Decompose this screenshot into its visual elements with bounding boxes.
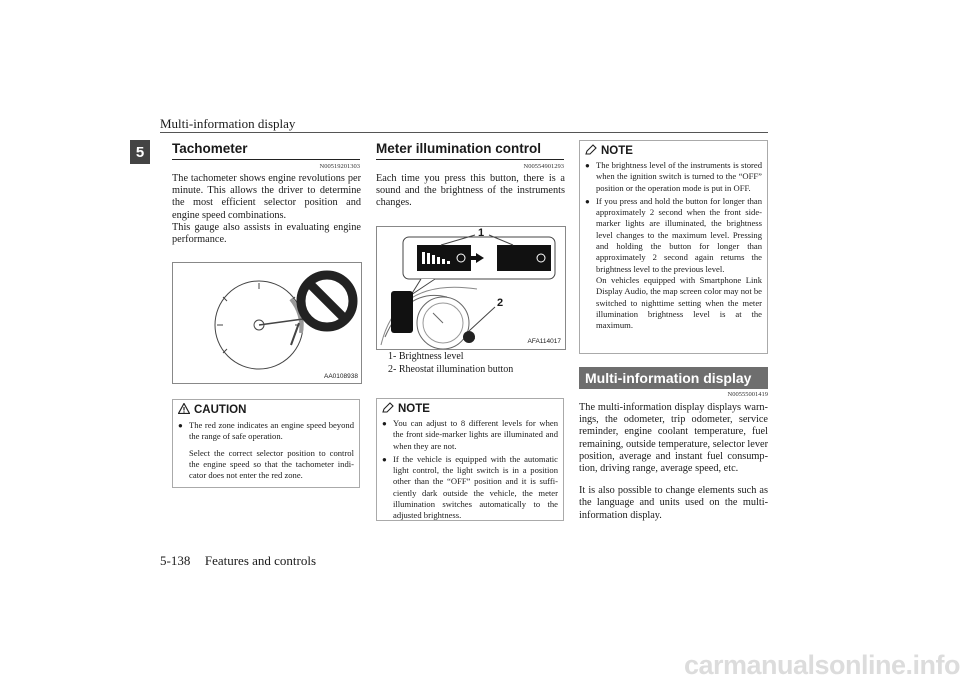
caution-text-1: ● The red zone indicates an engine speed beyond the range of safe operation. [189,420,354,442]
note-pencil-icon [585,144,597,158]
caution-item [178,420,354,481]
right-note-item-2 [585,196,762,332]
meter-title: Meter illumination control [376,141,542,156]
legend-item-brightness: 1- Brightness level [388,351,464,362]
page-footer [160,553,316,569]
tachometer-code: N00519201303 [319,163,360,170]
right-note-item-2-para-1: ● If you press and hold the button for longer than approximately 2 second when the front side-marker lights are illuminated, the brightness level changes to the maximum level. Pressing and holding the button for longer than approximately 2 second again returns the brightness level to the previous level. [596,195,762,274]
chapter-tab: 5 [130,140,150,164]
watermark: carmanualsonline.info [683,650,960,680]
caution-header [178,403,354,417]
running-header: Multi-information display [160,116,296,131]
meter-figure [376,226,566,350]
right-note-item-2-para-2: On vehicles equipped with Smartphone Link Display Audio, the map screen color may not be switched to nighttime setting when the meter illumination brightness level is at the maximum. [596,274,762,331]
mid-title: Multi-information display [579,367,768,389]
meter-illustration [377,227,565,349]
tachometer-title-rule [172,159,360,160]
mid-para-2: It is also possible to change elements such as the language and units used on the multi-information display. [579,485,768,521]
warning-triangle-icon [178,403,190,417]
meter-para: Each time you press this button, there is a sound and the brightness of the instruments changes. [376,173,565,209]
meter-note-label: NOTE [398,403,430,415]
caution-text-2: Select the correct selector position to control the engine speed so that the tachometer indi-cator does not enter the red zone. [189,447,354,481]
meter-legend [388,351,513,376]
meter-code: N00554901293 [523,163,564,170]
right-note-header [585,144,762,158]
note-pencil-icon [382,402,394,416]
meter-note-item-2: ● If the vehicle is equipped with the automatic light control, the light switch is in a position other than the “OFF” position and it is suffi-ciently dark outside the vehicle, the meter illumination switches automatically to the adjusted brightness. [382,454,558,522]
mid-para-1: The multi-information display displays warn-ings, the odometer, trip odometer, service reminder, engine coolant temperature, fuel remaining, outside temperature, selector lever position, average and instant fuel consump-tion, driving range, average speed, etc. [579,402,768,475]
page-number: 5-138 [160,553,191,568]
callout-1: 1 [478,227,485,239]
tachometer-illustration [173,263,361,383]
meter-figure-code: AFA114017 [527,338,561,345]
caution-label: CAUTION [194,404,247,416]
mid-body [579,402,768,522]
right-note-label: NOTE [601,145,633,157]
tachometer-para-2: This gauge also assists in evaluating engine performance. [172,221,361,246]
tachometer-figure [172,262,362,384]
meter-note-header [382,402,558,416]
caution-box [172,399,360,488]
tachometer-body [172,173,361,246]
footer-section: Features and controls [204,553,317,568]
legend-item-rheostat: 2- Rheostat illumination button [388,363,514,375]
header-rule [160,132,768,133]
mid-code: N00555001419 [727,391,768,398]
meter-note-box [376,398,564,521]
right-note-box [579,140,768,354]
tachometer-figure-code: AA0108938 [324,373,358,380]
right-note-item-1: ● The brightness level of the instruments is stored when the ignition switch is turned to the “OFF” position or the operation mode is put in OFF. [585,160,762,194]
tachometer-para-1: The tachometer shows engine revolutions per minute. This allows the driver to determine the most efficient selector position and engine speed combinations. [172,173,361,221]
callout-2: 2 [497,297,504,309]
meter-title-rule [376,159,564,160]
tachometer-title: Tachometer [172,141,248,156]
meter-note-item-1: ● You can adjust to 8 different levels for when the front side-marker lights are illuminated and when they are not. [382,418,558,452]
